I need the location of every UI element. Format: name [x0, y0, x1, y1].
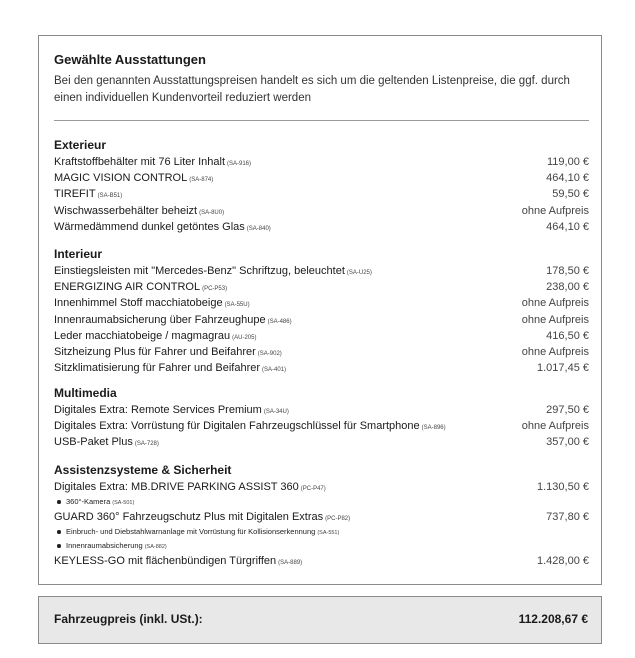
item-code: (AU-205) [232, 334, 257, 341]
item-code: (SA-55U) [224, 302, 250, 309]
item-code: (PC-P53) [202, 286, 228, 293]
equipment-row [54, 263, 589, 279]
item-name: GUARD 360° Fahrzeugschutz Plus mit Digitalen Extras [54, 511, 324, 524]
item-name: Wischwasserbehälter beheizt [54, 204, 198, 217]
category-title: Interieur [54, 247, 103, 261]
item-code: (SA-U25) [346, 270, 372, 276]
item-price: ohne Aufpreis [521, 345, 589, 358]
item-code: (SA-8U0) [199, 209, 225, 216]
item-price: 357,00 € [546, 436, 589, 449]
item-name: Wärmedämmend dunkel getöntes Glas [54, 220, 245, 233]
equipment-row [54, 509, 589, 525]
item-price: ohne Aufpreis [521, 204, 589, 217]
item-code: (PC-P82) [325, 516, 351, 523]
item-price: 178,50 € [546, 265, 589, 277]
item-name: TIREFIT [54, 188, 96, 201]
item-code: (PC-P47) [300, 486, 326, 492]
category-title: Multimedia [54, 386, 117, 400]
equipment-row [54, 328, 589, 344]
item-code: (SA-B51) [97, 193, 123, 200]
sub-item-code: (SA-501) [112, 500, 135, 507]
item-name: ENERGIZING AIR CONTROL [54, 281, 201, 294]
equipment-row [54, 402, 589, 418]
divider [54, 120, 589, 121]
item-price: 1.130,50 € [537, 481, 589, 493]
item-name: Leder macchiatobeige / magmagrau [54, 329, 231, 342]
item-code: (SA-896) [421, 425, 446, 432]
item-name: MAGIC VISION CONTROL [54, 172, 188, 185]
sub-item-name: 360°-Kamera [66, 497, 111, 507]
equipment-row [54, 479, 589, 495]
sub-item [54, 495, 589, 509]
equipment-row [54, 219, 589, 235]
item-name: Kraftstoffbehälter mit 76 Liter Inhalt [54, 156, 225, 168]
item-price: 737,80 € [546, 511, 589, 524]
item-price: ohne Aufpreis [521, 313, 589, 326]
item-code: (SA-728) [134, 441, 159, 448]
equipment-row [54, 434, 589, 450]
item-code: (SA-874) [189, 177, 214, 184]
item-name: Innenhimmel Stoff macchiatobeige [54, 297, 223, 310]
item-code: (SA-902) [257, 350, 282, 357]
category-title: Exterieur [54, 138, 107, 152]
total-price-bar [38, 596, 602, 644]
item-price: 238,00 € [546, 281, 589, 294]
item-name: Sitzheizung Plus für Fahrer und Beifahrer [54, 345, 256, 358]
equipment-row [54, 418, 589, 434]
item-code: (SA-401) [262, 367, 287, 374]
item-code: (SA-916) [227, 161, 252, 167]
category-exterieur [54, 137, 589, 235]
sub-item [54, 525, 589, 539]
item-price: 119,00 € [546, 156, 589, 168]
total-price-label: Fahrzeugpreis (inkl. USt.): [54, 612, 203, 626]
equipment-row [54, 360, 589, 376]
item-code: (SA-889) [278, 560, 303, 567]
sub-item-code: (SA-882) [144, 544, 167, 551]
sub-item-code: (SA-551) [317, 530, 340, 537]
equipment-row [54, 344, 589, 360]
equipment-row [54, 203, 589, 219]
item-name: Digitales Extra: MB.DRIVE PARKING ASSIST 360 [54, 481, 299, 493]
equipment-row [54, 154, 589, 170]
category-multimedia [54, 385, 589, 451]
item-name: Innenraumabsicherung über Fahrzeughupe [54, 313, 266, 326]
item-name: KEYLESS-GO mit flächenbündigen Türgriffen [54, 555, 277, 568]
item-name: Digitales Extra: Vorrüstung für Digitalen Fahrzeugschlüssel für Smartphone [54, 420, 420, 433]
equipment-row [54, 295, 589, 311]
item-code: (SA-486) [267, 318, 292, 325]
item-name: USB-Paket Plus [54, 436, 133, 449]
item-price: 464,10 € [546, 220, 589, 233]
category-assistenzsysteme [54, 462, 589, 570]
item-price: 416,50 € [546, 329, 589, 342]
item-code: (SA-840) [246, 225, 271, 232]
sub-item-name: Einbruch- und Diebstahlwarnanlage mit Vorrüstung für Kollisionserkennung [66, 527, 316, 537]
item-price: ohne Aufpreis [521, 297, 589, 310]
item-price: 1.428,00 € [537, 555, 589, 568]
item-name: Digitales Extra: Remote Services Premium [54, 404, 262, 416]
panel-title: Gewählte Ausstattungen [54, 52, 206, 67]
equipment-row [54, 312, 589, 328]
equipment-row [54, 553, 589, 569]
item-price: 1.017,45 € [537, 362, 589, 375]
total-price-amount: 112.208,67 € [518, 612, 588, 626]
sub-item-name: Innenraumabsicherung [66, 541, 143, 551]
equipment-row [54, 170, 589, 186]
equipment-row [54, 279, 589, 295]
equipment-panel [38, 35, 602, 585]
item-name: Sitzklimatisierung für Fahrer und Beifahrer [54, 362, 261, 375]
item-code: (SA-34U) [263, 409, 289, 415]
category-interieur [54, 246, 589, 376]
sub-item [54, 539, 589, 553]
item-price: ohne Aufpreis [521, 420, 589, 433]
item-name: Einstiegsleisten mit "Mercedes-Benz" Schriftzug, beleuchtet [54, 265, 345, 277]
item-price: 464,10 € [546, 172, 589, 185]
category-title: Assistenzsysteme & Sicherheit [54, 463, 232, 477]
item-price: 297,50 € [546, 404, 589, 416]
price-disclaimer: Bei den genannten Ausstattungspreisen handelt es sich um die geltenden Listenpreise, die ggf. durch einen individuellen Kundenvorteil reduziert werden [54, 75, 570, 104]
item-price: 59,50 € [552, 188, 589, 201]
equipment-row [54, 186, 589, 202]
